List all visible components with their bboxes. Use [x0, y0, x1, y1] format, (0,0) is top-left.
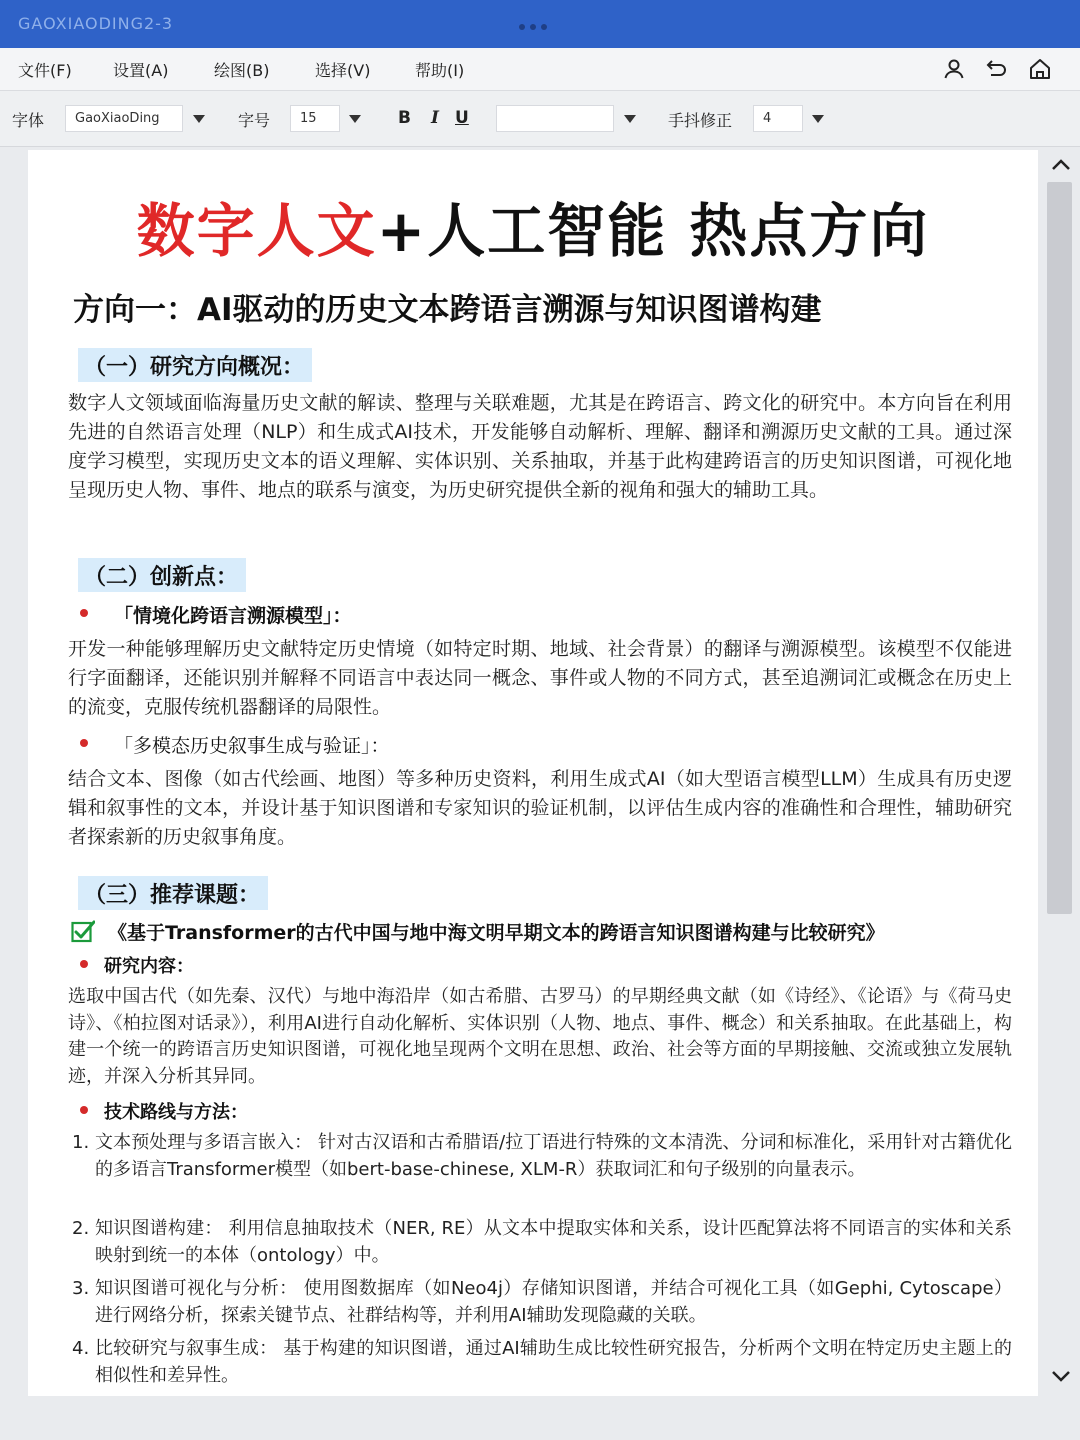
direction-heading: 方向一：AI驱动的历史文本跨语言溯源与知识图谱构建 — [73, 292, 822, 328]
menu-help[interactable]: 帮助(I) — [415, 61, 465, 80]
research-content-label: 研究内容： — [104, 956, 194, 977]
research-content-text: 选取中国古代（如先秦、汉代）与地中海沿岸（如古希腊、古罗马）的早期经典文献（如《诗经》、《论语》与《荷马史诗》、《柏拉图对话录》），利用AI进行自动化解析、实体识别（人物、地点、事件、概念）和关系抽取。在此基础上，构建一个统一的跨语言历史知识图谱，可视化地呈现两个文明在思想、政治、社会等方面的早期接触、交流或独立发展轨迹，并深入分析其异同。 — [68, 986, 1012, 1087]
section-overview-title: （一）研究方向概况： — [78, 348, 312, 382]
tremor-select[interactable]: 4 — [753, 105, 803, 132]
bullet-icon — [80, 739, 88, 747]
step-text: 知识图谱可视化与分析： 使用图数据库（如Neo4j）存储知识图谱，并结合可视化工具（如Gephi, Cytoscape）进行网络分析，探索关键节点、社群结构等，并利用AI辅助发现隐藏的关联。 — [95, 1278, 1012, 1326]
scrollbar-thumb[interactable] — [1047, 182, 1072, 914]
window-menu-dots-icon[interactable] — [519, 24, 547, 30]
bullet-icon — [80, 960, 88, 968]
method-step — [72, 1276, 1012, 1329]
tremor-label: 手抖修正 — [668, 111, 733, 130]
font-select[interactable]: GaoXiaoDing — [65, 105, 183, 132]
format-toolbar — [0, 91, 1080, 147]
undo-icon[interactable] — [985, 57, 1009, 81]
innovation-item2-title: 「多模态历史叙事生成与验证」： — [114, 735, 390, 757]
method-step — [72, 1336, 1012, 1389]
user-icon[interactable] — [942, 57, 966, 81]
title-bar — [0, 0, 1080, 48]
menu-settings[interactable]: 设置(A) — [113, 61, 169, 80]
method-step — [72, 1216, 1012, 1269]
step-text: 文本预处理与多语言嵌入： 针对古汉语和古希腊语/拉丁语进行特殊的文本清洗、分词和标准化，采用针对古籍优化的多语言Transformer模型（如bert-base-chinese, XLM-R）获取词汇和句子级别的向量表示。 — [95, 1132, 1012, 1180]
step-number: 2. — [72, 1218, 90, 1239]
size-label: 字号 — [238, 111, 271, 130]
step-number: 4. — [72, 1338, 90, 1359]
font-label: 字体 — [12, 111, 45, 130]
bold-button[interactable]: B — [398, 108, 411, 128]
innovation-item2-text: 结合文本、图像（如古代绘画、地图）等多种历史资料，利用生成式AI（如大型语言模型LLM）生成具有历史逻辑和叙事性的文本，并设计基于知识图谱和专家知识的验证机制，以评估生成内容的准确性和合理性，辅助研究者探索新的历史叙事角度。 — [68, 768, 1012, 848]
scroll-up-icon[interactable] — [1050, 156, 1072, 174]
font-dropdown-arrow-icon[interactable] — [186, 105, 212, 132]
bullet-icon — [80, 609, 88, 617]
style-select[interactable] — [496, 105, 614, 132]
title-red-part: 数字人文 — [136, 197, 377, 265]
title-black-part: +人工智能 热点方向 — [376, 197, 930, 265]
innovation-item1-title: 「情境化跨语言溯源模型」： — [114, 605, 352, 627]
underline-button[interactable]: U — [455, 108, 469, 128]
step-text: 比较研究与叙事生成： 基于构建的知识图谱，通过AI辅助生成比较性研究报告，分析两个文明在特定历史主题上的相似性和差异性。 — [95, 1338, 1012, 1386]
italic-button[interactable]: I — [431, 108, 439, 128]
checkbox-checked-icon[interactable] — [71, 920, 95, 944]
step-number: 3. — [72, 1278, 90, 1299]
tremor-dropdown-arrow-icon[interactable] — [805, 105, 831, 132]
recommended-topic-title: 《基于Transformer的古代中国与地中海文明早期文本的跨语言知识图谱构建与比较研究》 — [108, 922, 885, 944]
menu-select[interactable]: 选择(V) — [315, 61, 371, 80]
section-innovation-title: （二）创新点： — [78, 558, 246, 592]
size-dropdown-arrow-icon[interactable] — [342, 105, 368, 132]
section-topics-title: （三）推荐课题： — [78, 876, 268, 910]
size-select[interactable]: 15 — [290, 105, 340, 132]
method-label: 技术路线与方法： — [104, 1102, 248, 1123]
bullet-icon — [80, 1106, 88, 1114]
app-title: GAOXIAODING2-3 — [18, 14, 174, 33]
menu-draw[interactable]: 绘图(B) — [214, 61, 270, 80]
document-title — [28, 184, 1038, 268]
section-overview-text: 数字人文领域面临海量历史文献的解读、整理与关联难题，尤其是在跨语言、跨文化的研究中。本方向旨在利用先进的自然语言处理（NLP）和生成式AI技术，开发能够自动解析、理解、翻译和溯源历史文献的工具。通过深度学习模型，实现历史文本的语义理解、实体识别、关系抽取，并基于此构建跨语言的历史知识图谱，可视化地呈现历史人物、事件、地点的联系与演变，为历史研究提供全新的视角和强大的辅助工具。 — [68, 392, 1012, 501]
scroll-down-icon[interactable] — [1050, 1367, 1072, 1385]
style-dropdown-arrow-icon[interactable] — [617, 105, 643, 132]
method-step — [72, 1130, 1012, 1183]
home-icon[interactable] — [1028, 57, 1052, 81]
menu-file[interactable]: 文件(F) — [18, 61, 72, 80]
step-number: 1. — [72, 1132, 90, 1153]
menu-bar — [0, 48, 1080, 91]
step-text: 知识图谱构建： 利用信息抽取技术（NER, RE）从文本中提取实体和关系，设计匹配算法将不同语言的实体和关系映射到统一的本体（ontology）中。 — [95, 1218, 1012, 1266]
innovation-item1-text: 开发一种能够理解历史文献特定历史情境（如特定时期、地域、社会背景）的翻译与溯源模型。该模型不仅能进行字面翻译，还能识别并解释不同语言中表达同一概念、事件或人物的不同方式，甚至追溯词汇或概念在历史上的流变，克服传统机器翻译的局限性。 — [68, 638, 1012, 718]
document-page[interactable] — [28, 150, 1038, 1396]
